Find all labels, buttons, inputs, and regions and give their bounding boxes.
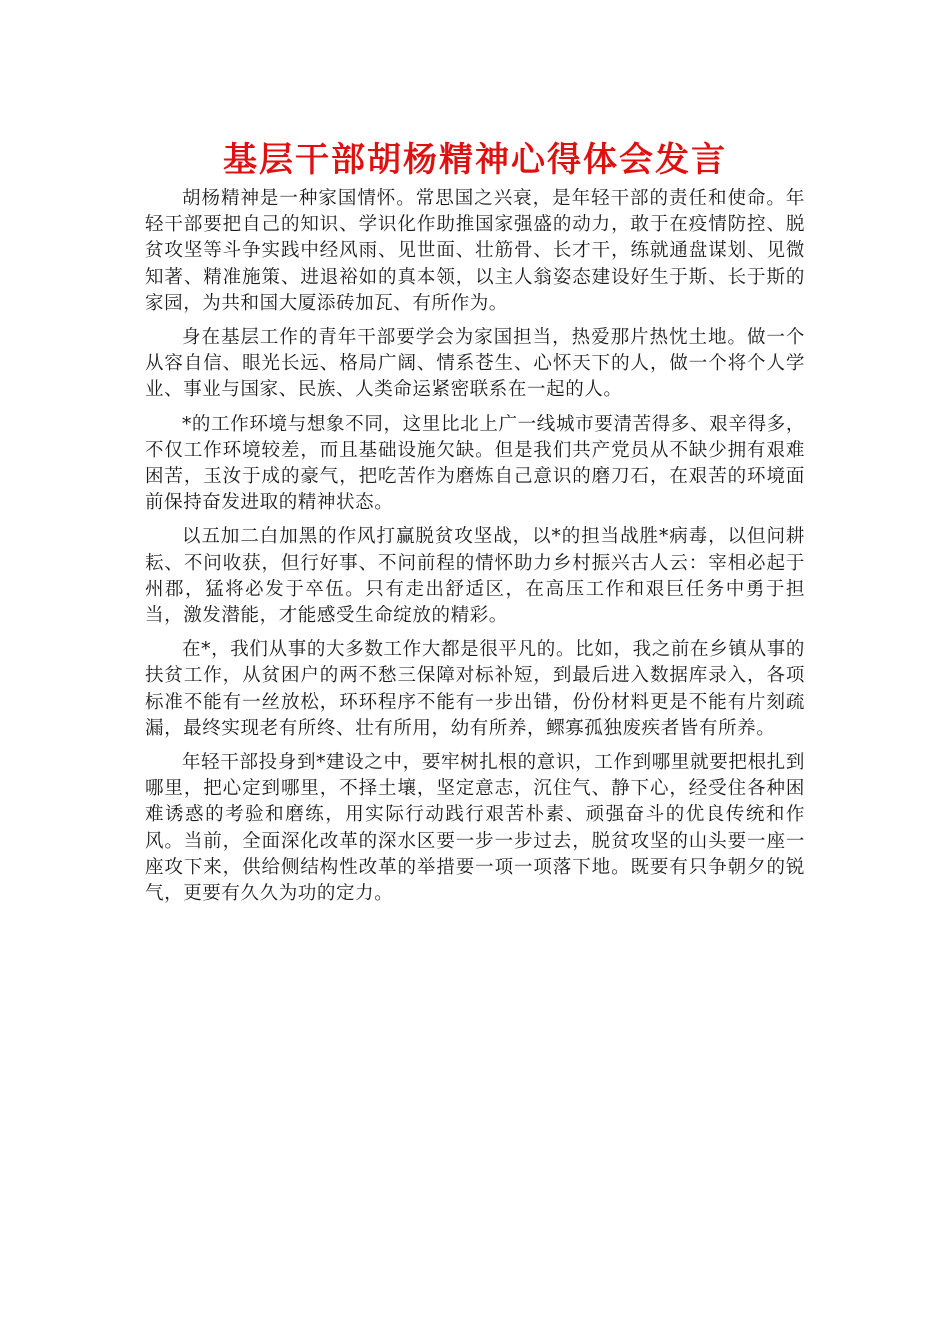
paragraph-6: 年轻干部投身到*建设之中，要牢树扎根的意识，工作到哪里就要把根扎到哪里，把心定到哪里，不择土壤，坚定意志，沉住气、静下心，经受住各种困难诱惑的考验和磨练，用实际行动践行艰苦朴素、顽强奋斗的优良传统和作风。当前，全面深化改革的深水区要一步一步过去，脱贫攻坚的山头要一座一座攻下来，供给侧结构性改革的举措要一项一项落下地。既要有只争朝夕的锐气，更要有久久为功的定力。 xyxy=(145,752,805,905)
document-body xyxy=(145,186,805,915)
paragraph-4: 以五加二白加黑的作风打赢脱贫攻坚战，以*的担当战胜*病毒，以但问耕耘、不问收获，但行好事、不问前程的情怀助力乡村振兴古人云：宰相必起于州郡，猛将必发于卒伍。只有走出舒适区，在高压工作和艰巨任务中勇于担当，激发潜能，才能感受生命绽放的精彩。 xyxy=(145,526,805,627)
paragraph-2: 身在基层工作的青年干部要学会为家国担当，热爱那片热忱土地。做一个从容自信、眼光长远、格局广阔、情系苍生、心怀天下的人，做一个将个人学业、事业与国家、民族、人类命运紧密联系在一起的人。 xyxy=(145,327,805,401)
paragraph-3: *的工作环境与想象不同，这里比北上广一线城市要清苦得多、艰辛得多，不仅工作环境较差，而且基础设施欠缺。但是我们共产党员从不缺少拥有艰难困苦，玉汝于成的豪气，把吃苦作为磨炼自己意识的磨刀石，在艰苦的环境面前保持奋发进取的精神状态。 xyxy=(145,413,805,514)
paragraph-1: 胡杨精神是一种家国情怀。常思国之兴衰，是年轻干部的责任和使命。年轻干部要把自己的知识、学识化作助推国家强盛的动力，敢于在疫情防控、脱贫攻坚等斗争实践中经风雨、见世面、壮筋骨、长才干，练就通盘谋划、见微知著、精准施策、进退裕如的真本领，以主人翁姿态建设好生于斯、长于斯的家园，为共和国大厦添砖加瓦、有所作为。 xyxy=(145,188,805,314)
paragraph-5: 在*，我们从事的大多数工作大都是很平凡的。比如，我之前在乡镇从事的扶贫工作，从贫困户的两不愁三保障对标补短，到最后进入数据库录入，各项标准不能有一丝放松，环环程序不能有一步出错，份份材料更是不能有片刻疏漏，最终实现老有所终、壮有所用，幼有所养，鳏寡孤独废疾者皆有所养。 xyxy=(145,639,805,739)
document-title: 基层干部胡杨精神心得体会发言 xyxy=(223,140,727,180)
